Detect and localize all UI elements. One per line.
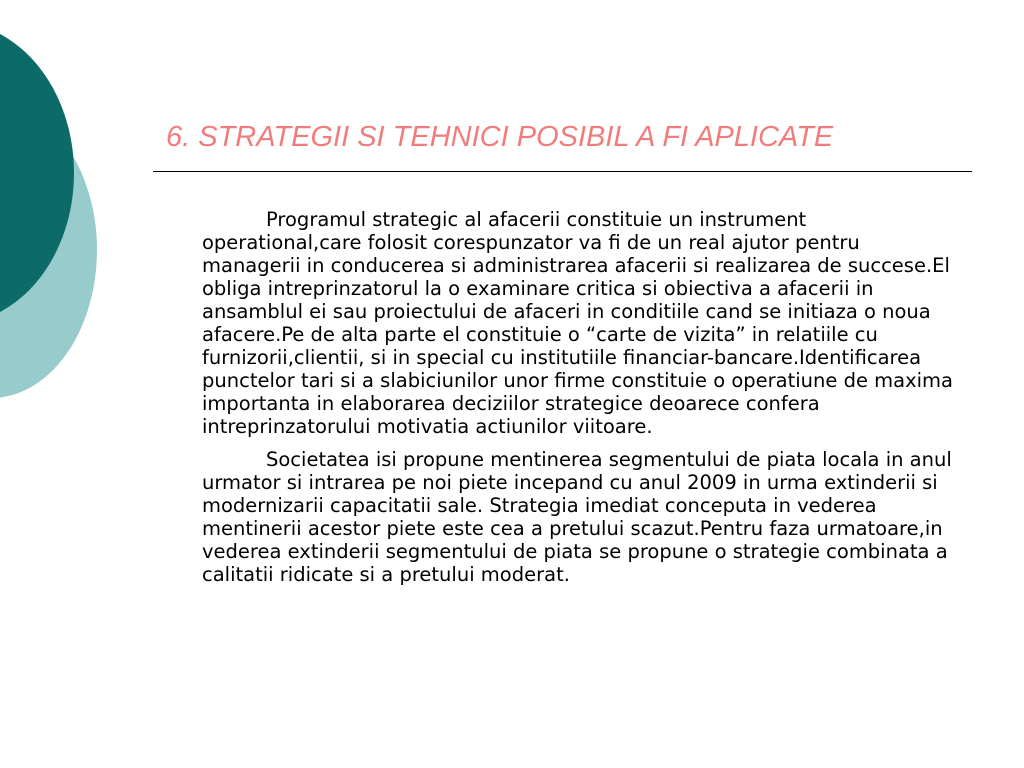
slide-title: 6. STRATEGII SI TEHNICI POSIBIL A FI APLICATE [166,121,834,153]
title-divider [153,171,972,172]
slide-body [202,208,962,596]
body-paragraph: Societatea isi propune mentinerea segmentului de piata locala in anul urmator si intrarea pe noi piete incepand cu anul 2009 in urma extinderii si modernizarii capacitatii sale. Strategia imediat conceputa in vederea mentinerii acestor piete este cea a pretului scazut.Pentru faza urmatoare,in vederea extinderii segmentului de piata se propune o strategie combinata a calitatii ridicate si a pretului moderat. [202,448,952,586]
body-paragraph: Programul strategic al afacerii constituie un instrument operational,care folosit corespunzator va fi de un real ajutor pentru managerii in conducerea si administrarea afacerii si realizarea de succese.El obliga intreprinzatorul la o examinare critica si obiectiva a afacerii in ansamblul ei sau proiectului de afaceri in conditiile cand se initiaza o noua afacere.Pe de alta parte el constituie o “carte de vizita” in relatiile cu furnizorii,clientii, si in special cu institutiile financiar-bancare.Identificarea punctelor tari si a slabiciunilor unor firme constituie o operatiune de maxima importanta in elaborarea deciziilor strategice deoarece confera intreprinzatorului motivatia actiunilor viitoare. [202,208,953,438]
